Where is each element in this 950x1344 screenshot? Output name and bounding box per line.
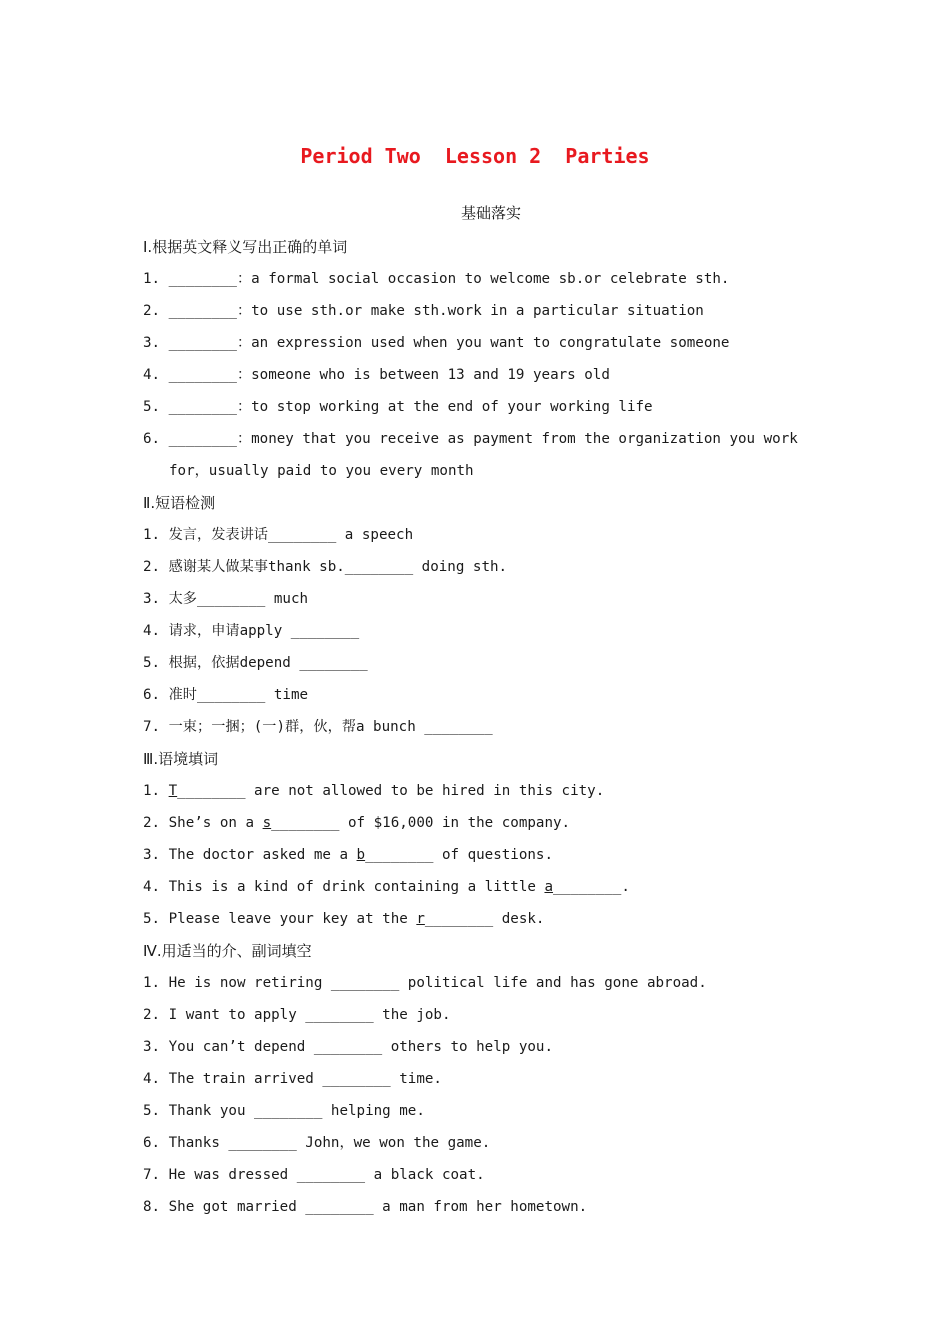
exercise-item [143, 839, 823, 871]
item-text: 5. Please leave your key at the [143, 911, 417, 927]
exercise-item: 2. 感谢某人做某事thank sb.________ doing sth. [143, 559, 508, 575]
exercise-item [143, 775, 823, 807]
exercise-item: 8. She got married ________ a man from her hometown. [143, 1199, 588, 1215]
item-text: ________. [553, 879, 630, 895]
exercise-item: 5. 根据，依据depend ________ [143, 655, 368, 671]
exercise-item: 2. I want to apply ________ the job. [143, 1007, 451, 1023]
item-text: 4. This is a kind of drink containing a little [143, 879, 545, 895]
exercise-item: 1. 发言，发表讲话________ a speech [143, 527, 414, 543]
hint-letter: T [168, 783, 178, 799]
exercise-item: 3. 太多________ much [143, 591, 309, 607]
section-heading: Ⅰ.根据英文释义写出正确的单词 [143, 238, 348, 256]
exercise-item: 1. ________：a formal social occasion to welcome sb.or celebrate sth. [143, 271, 730, 287]
section-heading: Ⅱ.短语检测 [143, 494, 216, 512]
section-subtitle: 基础落实 [460, 204, 521, 222]
section-heading: Ⅳ.用适当的介、副词填空 [143, 942, 312, 960]
item-text: 1. [143, 783, 169, 799]
exercise-item-continuation: for，usually paid to you every month [169, 463, 474, 479]
exercise-item [143, 903, 823, 935]
hint-letter: s [262, 815, 272, 831]
exercise-item: 6. 准时________ time [143, 687, 309, 703]
page-title: Period Two Lesson 2 Parties [300, 144, 650, 168]
item-text: 3. The doctor asked me a [143, 847, 357, 863]
exercise-item: 6. Thanks ________ John，we won the game. [143, 1135, 491, 1151]
item-text: ________ of questions. [365, 847, 554, 863]
item-text: ________ of $16,000 in the company. [271, 815, 571, 831]
hint-letter: b [356, 847, 366, 863]
item-text: 2. She’s on a [143, 815, 263, 831]
exercise-item: 7. 一束；一捆；(一)群，伙，帮a bunch ________ [143, 719, 493, 735]
exercise-item: 2. ________：to use sth.or make sth.work in a particular situation [143, 303, 704, 319]
exercise-item: 7. He was dressed ________ a black coat. [143, 1167, 485, 1183]
exercise-item: 5. Thank you ________ helping me. [143, 1103, 425, 1119]
section-heading: Ⅲ.语境填词 [143, 750, 219, 768]
item-text: ________ desk. [424, 911, 545, 927]
exercise-item: 4. The train arrived ________ time. [143, 1071, 442, 1087]
exercise-content [143, 231, 823, 1223]
item-text: ________ are not allowed to be hired in this city. [177, 783, 605, 799]
exercise-item: 4. 请求，申请apply ________ [143, 623, 360, 639]
exercise-item: 4. ________：someone who is between 13 and 19 years old [143, 367, 610, 383]
exercise-item [143, 807, 823, 839]
exercise-item [143, 871, 823, 903]
exercise-item: 3. ________：an expression used when you want to congratulate someone [143, 335, 730, 351]
exercise-item: 5. ________：to stop working at the end of your working life [143, 399, 653, 415]
hint-letter: a [544, 879, 554, 895]
exercise-item: 3. You can’t depend ________ others to help you. [143, 1039, 553, 1055]
hint-letter: r [416, 911, 425, 927]
exercise-item: 1. He is now retiring ________ political life and has gone abroad. [143, 975, 707, 991]
exercise-item: 6. ________：money that you receive as payment from the organization you work [143, 431, 798, 447]
